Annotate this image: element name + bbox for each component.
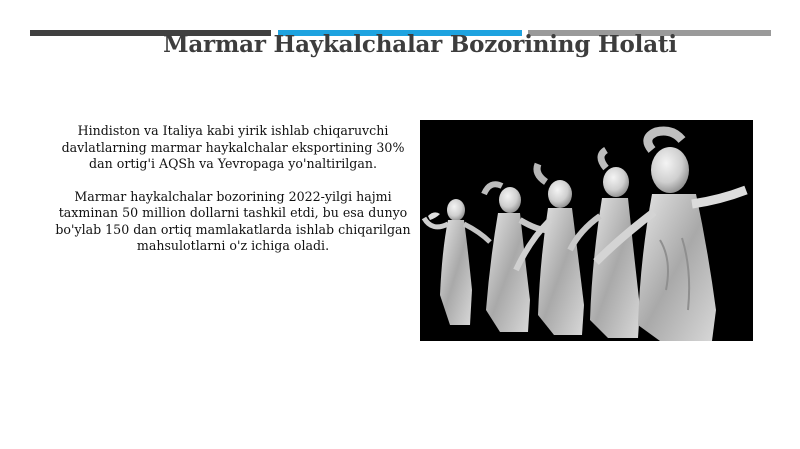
- body-text: [50, 123, 416, 271]
- paragraph-export: Hindiston va Italiya kabi yirik ishlab chiqaruvchi davlatlarning marmar haykalchalar eksportining 30% dan ortig'i AQSh va Yevropaga yo'naltirilgan.: [61, 123, 405, 171]
- slide-title: Marmar Haykalchalar Bozorining Holati: [163, 31, 677, 58]
- sculpture-photo: [420, 120, 753, 341]
- paragraph-market-size: Marmar haykalchalar bozorining 2022-yilgi hajmi taxminan 50 million dollarni tashkil etdi, bu esa dunyo bo'ylab 150 dan ortiq mamlakatlarda ishlab chiqarilgan mahsulotlarni o'z ichiga oladi.: [55, 188, 411, 253]
- marble-figures-illustration: [420, 120, 753, 341]
